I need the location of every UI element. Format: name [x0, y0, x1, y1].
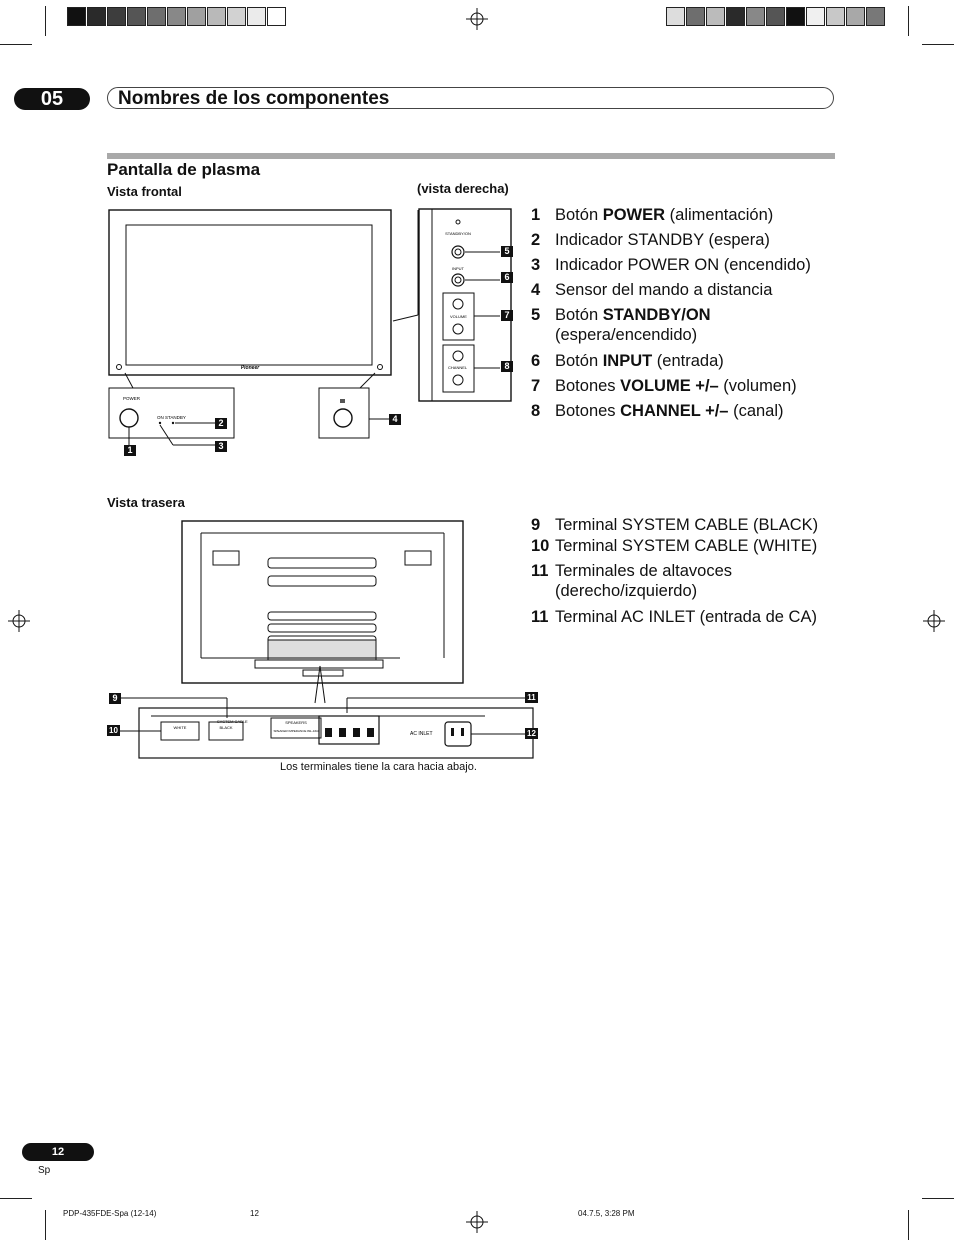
color-swatch	[866, 7, 885, 26]
color-swatch	[726, 7, 745, 26]
front-view-label: Vista frontal	[107, 184, 182, 199]
crop-mark	[908, 1210, 909, 1240]
item-text: Indicador STANDBY (espera)	[555, 231, 770, 249]
item-number: 7	[531, 377, 541, 395]
front-item	[531, 230, 770, 250]
item-text: Terminales de altavoces	[555, 562, 733, 580]
color-swatch	[227, 7, 246, 26]
item-number: 4	[531, 281, 541, 299]
color-swatch	[766, 7, 785, 26]
rear-item	[531, 515, 818, 535]
item-text: Botones	[555, 377, 621, 395]
callout-10: 10	[107, 725, 120, 736]
callout-4: 4	[389, 414, 401, 425]
item-number: 9	[531, 516, 541, 534]
registration-mark-icon	[8, 610, 30, 632]
color-swatch	[67, 7, 86, 26]
color-swatch	[167, 7, 186, 26]
color-swatch	[247, 7, 266, 26]
item-number: 1	[531, 206, 541, 224]
rear-item	[531, 536, 817, 556]
color-swatch	[706, 7, 725, 26]
channel-label: CHANNEL	[448, 365, 468, 370]
item-text: Sensor del mando a distancia	[555, 281, 773, 299]
right-view-label: (vista derecha)	[417, 181, 509, 196]
color-swatch	[267, 7, 286, 26]
item-text-suffix: (alimentación)	[665, 206, 774, 224]
color-swatch	[666, 7, 685, 26]
item-text-suffix: (entrada)	[652, 352, 724, 370]
item-text: Terminal SYSTEM CABLE (BLACK)	[555, 516, 819, 534]
caption: Los terminales tiene la cara hacia abajo.	[280, 761, 477, 773]
footer-date: 04.7.5, 3:28 PM	[578, 1209, 635, 1218]
on-standby-label: ON STANDBY	[157, 415, 186, 420]
item-number: 11	[531, 608, 549, 626]
registration-mark-icon	[923, 610, 945, 632]
registration-mark-icon	[466, 1211, 488, 1233]
footer-file: PDP-435FDE-Spa (12-14)	[63, 1209, 157, 1218]
crop-mark	[0, 44, 32, 45]
item-text-suffix: (canal)	[728, 402, 784, 420]
right-view-diagram	[418, 208, 518, 403]
rear-view-label: Vista trasera	[107, 495, 185, 510]
color-swatch	[107, 7, 126, 26]
front-view-diagram	[105, 205, 425, 463]
callout-3: 3	[215, 441, 227, 452]
volume-label: VOLUME	[450, 314, 467, 319]
callout-8: 8	[501, 361, 513, 372]
color-swatch	[187, 7, 206, 26]
registration-mark-icon	[466, 8, 488, 30]
callout-9: 9	[109, 693, 121, 704]
item-number: 11	[531, 562, 549, 580]
section-divider	[107, 153, 835, 159]
power-label: POWER	[123, 396, 141, 401]
callout-11: 11	[525, 692, 538, 703]
item-text: Botones	[555, 402, 621, 420]
item-control-name: VOLUME +/–	[620, 377, 719, 395]
crop-mark	[908, 6, 909, 36]
item-text: Botón	[555, 352, 603, 370]
item-text: Indicador POWER ON (encendido)	[555, 256, 811, 274]
item-text: Terminal SYSTEM CABLE (WHITE)	[555, 537, 818, 555]
crop-mark	[45, 1210, 46, 1240]
front-item	[531, 376, 797, 396]
item-number: 3	[531, 256, 541, 274]
item-number: 5	[531, 306, 541, 324]
color-swatch	[746, 7, 765, 26]
white-label: WHITE	[173, 725, 187, 730]
color-swatch	[127, 7, 146, 26]
input-label: INPUT	[452, 266, 464, 271]
language-code: Sp	[38, 1165, 51, 1176]
item-continuation: (derecho/izquierdo)	[555, 582, 698, 600]
crop-mark	[0, 1198, 32, 1199]
item-text-suffix: (volumen)	[718, 377, 797, 395]
rear-item	[531, 561, 732, 601]
crop-mark	[45, 6, 46, 36]
callout-12: 12	[525, 728, 538, 739]
speakers-label: SPEAKERS	[285, 720, 307, 725]
page-number-badge: 12	[22, 1143, 94, 1161]
callout-7: 7	[501, 310, 513, 321]
system-cable-label: SYSTEM CABLE	[217, 719, 248, 724]
ac-inlet-label: AC INLET	[410, 731, 433, 737]
color-swatch	[147, 7, 166, 26]
callout-2: 2	[215, 418, 227, 429]
rear-view-diagram	[105, 518, 545, 763]
color-swatch	[786, 7, 805, 26]
chapter-number: 05	[14, 88, 90, 110]
standby-on-label: STANDBY/ON	[445, 231, 471, 236]
front-item	[531, 280, 772, 300]
item-text: Botón	[555, 306, 603, 324]
speakers-sub-label: SPEAKER IMPEDANCE 8Ω~16Ω	[273, 729, 319, 733]
footer-page: 12	[250, 1209, 259, 1218]
color-swatch	[87, 7, 106, 26]
item-number: 6	[531, 352, 541, 370]
callout-6: 6	[501, 272, 513, 283]
item-text: Botón	[555, 206, 603, 224]
rear-item	[531, 607, 817, 627]
front-item	[531, 351, 724, 371]
black-label: BLACK	[219, 725, 233, 730]
front-item	[531, 255, 811, 275]
chapter-title: Nombres de los componentes	[107, 87, 834, 109]
item-control-name: POWER	[602, 206, 666, 224]
crop-mark	[922, 1198, 954, 1199]
front-item	[531, 401, 784, 421]
callout-1: 1	[124, 445, 136, 456]
callout-5: 5	[501, 246, 513, 257]
crop-mark	[922, 44, 954, 45]
color-swatch	[826, 7, 845, 26]
color-swatch	[207, 7, 226, 26]
item-number: 10	[531, 537, 550, 555]
item-continuation: (espera/encendido)	[555, 326, 698, 344]
front-item	[531, 205, 773, 225]
section-title: Pantalla de plasma	[107, 160, 261, 179]
color-swatch	[686, 7, 705, 26]
color-swatch	[806, 7, 825, 26]
color-swatch	[846, 7, 865, 26]
item-number: 8	[531, 402, 541, 420]
item-number: 2	[531, 231, 541, 249]
item-control-name: CHANNEL +/–	[620, 402, 729, 420]
item-control-name: STANDBY/ON	[602, 306, 711, 324]
front-item	[531, 305, 711, 345]
brand-logo: Pioneer	[240, 365, 260, 371]
item-text: Terminal AC INLET (entrada de CA)	[555, 608, 817, 626]
item-control-name: INPUT	[602, 352, 653, 370]
